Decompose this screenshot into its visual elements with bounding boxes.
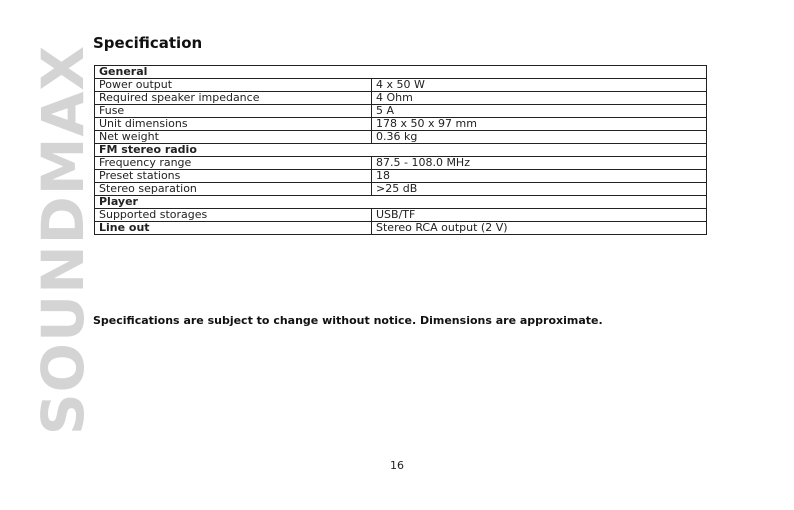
spec-value: 0.36 kg bbox=[372, 131, 707, 144]
section-header-general bbox=[95, 66, 707, 79]
spec-value: USB/TF bbox=[372, 209, 707, 222]
spec-value: >25 dB bbox=[372, 183, 707, 196]
spec-label: Line out bbox=[95, 222, 372, 235]
spec-label: Fuse bbox=[95, 105, 372, 118]
table-row bbox=[95, 105, 707, 118]
spec-value: 87.5 - 108.0 MHz bbox=[372, 157, 707, 170]
section-header-fm-stereo-radio bbox=[95, 144, 707, 157]
spec-label: Power output bbox=[95, 79, 372, 92]
table-row bbox=[95, 92, 707, 105]
spec-label: Preset stations bbox=[95, 170, 372, 183]
section-header-label: FM stereo radio bbox=[95, 144, 707, 157]
disclaimer-notice: Specifications are subject to change without notice. Dimensions are approximate. bbox=[93, 314, 603, 327]
spec-value: 18 bbox=[372, 170, 707, 183]
spec-value: 4 x 50 W bbox=[372, 79, 707, 92]
spec-label: Net weight bbox=[95, 131, 372, 144]
table-row bbox=[95, 170, 707, 183]
spec-value: Stereo RCA output (2 V) bbox=[372, 222, 707, 235]
specification-table bbox=[94, 65, 707, 235]
table-row bbox=[95, 157, 707, 170]
spec-label: Supported storages bbox=[95, 209, 372, 222]
spec-value: 4 Ohm bbox=[372, 92, 707, 105]
table-row-line-out bbox=[95, 222, 707, 235]
table-row bbox=[95, 183, 707, 196]
table-row bbox=[95, 131, 707, 144]
table-row bbox=[95, 118, 707, 131]
brand-logo bbox=[29, 30, 97, 450]
section-header-label: General bbox=[95, 66, 707, 79]
spec-label: Frequency range bbox=[95, 157, 372, 170]
table-row bbox=[95, 209, 707, 222]
table-row bbox=[95, 79, 707, 92]
spec-value: 5 A bbox=[372, 105, 707, 118]
section-header-label: Player bbox=[95, 196, 707, 209]
spec-label: Stereo separation bbox=[95, 183, 372, 196]
spec-value: 178 x 50 x 97 mm bbox=[372, 118, 707, 131]
spec-label: Required speaker impedance bbox=[95, 92, 372, 105]
page-title: Specification bbox=[93, 34, 203, 52]
page-number: 16 bbox=[390, 459, 404, 472]
section-header-player bbox=[95, 196, 707, 209]
brand-logo-text: SOUNDMAX bbox=[29, 44, 97, 436]
spec-label: Unit dimensions bbox=[95, 118, 372, 131]
